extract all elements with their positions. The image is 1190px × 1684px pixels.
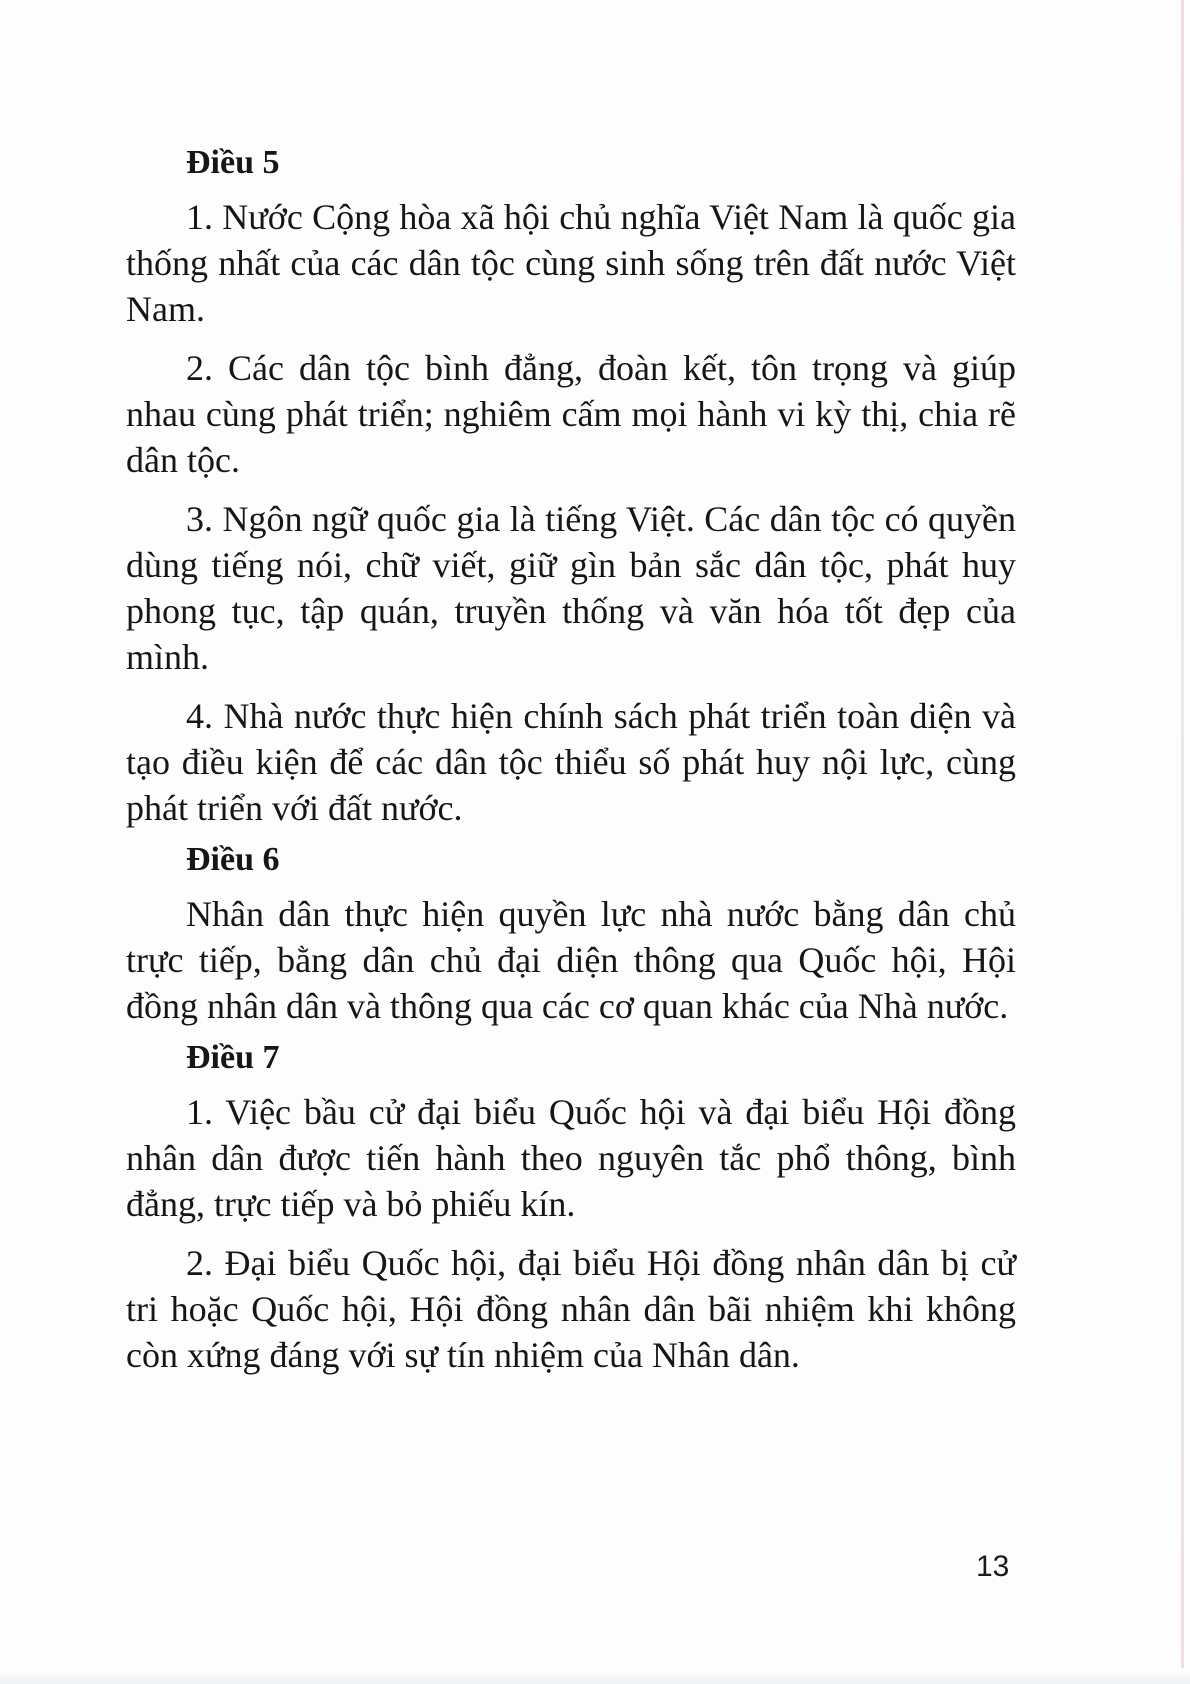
article-7-heading: Điều 7	[186, 1039, 280, 1076]
page-edge-right	[1181, 0, 1184, 1684]
page-edge-bottom	[0, 1668, 1190, 1684]
article-5-clause-4: 4. Nhà nước thực hiện chính sách phát triển toàn diện và tạo điều kiện để các dân tộc thiểu số phát huy nội lực, cùng phát triển với đất nước.	[126, 696, 1016, 828]
article-6-paragraph: Nhân dân thực hiện quyền lực nhà nước bằng dân chủ trực tiếp, bằng dân chủ đại diện thông qua Quốc hội, Hội đồng nhân dân và thông qua các cơ quan khác của Nhà nước.	[126, 894, 1016, 1026]
page-number: 13	[976, 1550, 1010, 1583]
article-5-clause-3: 3. Ngôn ngữ quốc gia là tiếng Việt. Các dân tộc có quyền dùng tiếng nói, chữ viết, giữ gìn bản sắc dân tộc, phát huy phong tục, tập quán, truyền thống và văn hóa tốt đẹp của mình.	[126, 499, 1016, 677]
page-content	[126, 142, 1016, 1391]
article-5-clause-1: 1. Nước Cộng hòa xã hội chủ nghĩa Việt Nam là quốc gia thống nhất của các dân tộc cùng sinh sống trên đất nước Việt Nam.	[126, 197, 1016, 329]
article-5-clause-2: 2. Các dân tộc bình đẳng, đoàn kết, tôn trọng và giúp nhau cùng phát triển; nghiêm cấm mọi hành vi kỳ thị, chia rẽ dân tộc.	[126, 348, 1016, 480]
article-7-clause-2: 2. Đại biểu Quốc hội, đại biểu Hội đồng nhân dân bị cử tri hoặc Quốc hội, Hội đồng nhân dân bãi nhiệm khi không còn xứng đáng với sự tín nhiệm của Nhân dân.	[126, 1243, 1016, 1375]
article-6-heading: Điều 6	[186, 841, 280, 878]
article-7-clause-1: 1. Việc bầu cử đại biểu Quốc hội và đại biểu Hội đồng nhân dân được tiến hành theo nguyên tắc phổ thông, bình đẳng, trực tiếp và bỏ phiếu kín.	[126, 1092, 1016, 1224]
article-5-heading: Điều 5	[186, 144, 280, 181]
